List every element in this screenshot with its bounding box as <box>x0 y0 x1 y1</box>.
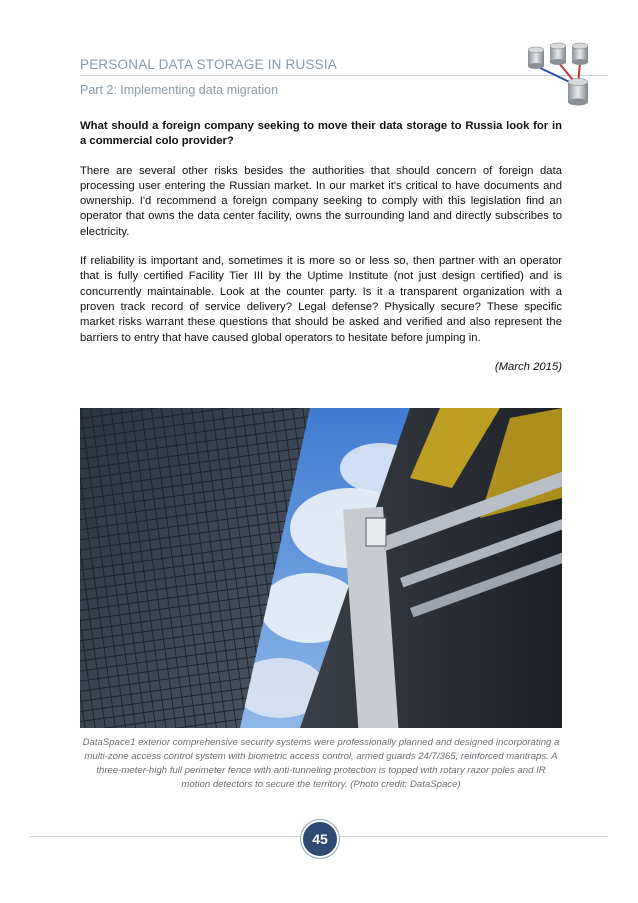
photo-caption: DataSpace1 exterior comprehensive security systems were professionally planned and designed incorporating a multi-zone access control system with biometric access control, armed guards 24/7/365, reinforced mantraps. A three-meter-high full perimeter fence with anti-tunneling protection is topped with rotary razor poles and IR motion detectors to secure the territory. (Photo credit: DataSpace) <box>82 737 560 790</box>
article-body <box>80 119 562 389</box>
article-paragraph-2: If reliability is important and, sometimes it is more so or less so, then partner with an operator that is fully certified Facility Tier III by the Uptime Institute (not just design certified) and is concurrently maintainable. Look at the counter party. Is it a transparent organization with a proven track record of service delivery? Legal defense? Physically secure? These specific market risks warrant these questions that should be asked and verified and also represent the barriers to entry that have caused global operators to hesitate before jumping in. <box>80 255 562 344</box>
database-migration-icon <box>520 40 600 110</box>
page-number-badge: 45 <box>301 820 339 858</box>
article-paragraph-1: There are several other risks besides the authorities that should concern of foreign data processing user entering the Russian market. In our market it's critical to have documents and ownership. I'd recommend a foreign company seeking to comply with this legislation find an operator that owns the data center facility, owns the surrounding land and directly subscribes to electricity. <box>80 164 562 238</box>
footer-rule-left <box>30 836 300 837</box>
header-subtitle: Part 2: Implementing data migration <box>80 83 279 97</box>
datacenter-photo <box>80 408 562 728</box>
article-question: What should a foreign company seeking to move their data storage to Russia look for in a commercial colo provider? <box>80 120 562 148</box>
article-date: (March 2015) <box>494 360 562 373</box>
footer-rule-right <box>338 836 608 837</box>
header-title: PERSONAL DATA STORAGE IN RUSSIA <box>80 57 338 72</box>
datacenter-photo-illustration <box>80 408 562 728</box>
